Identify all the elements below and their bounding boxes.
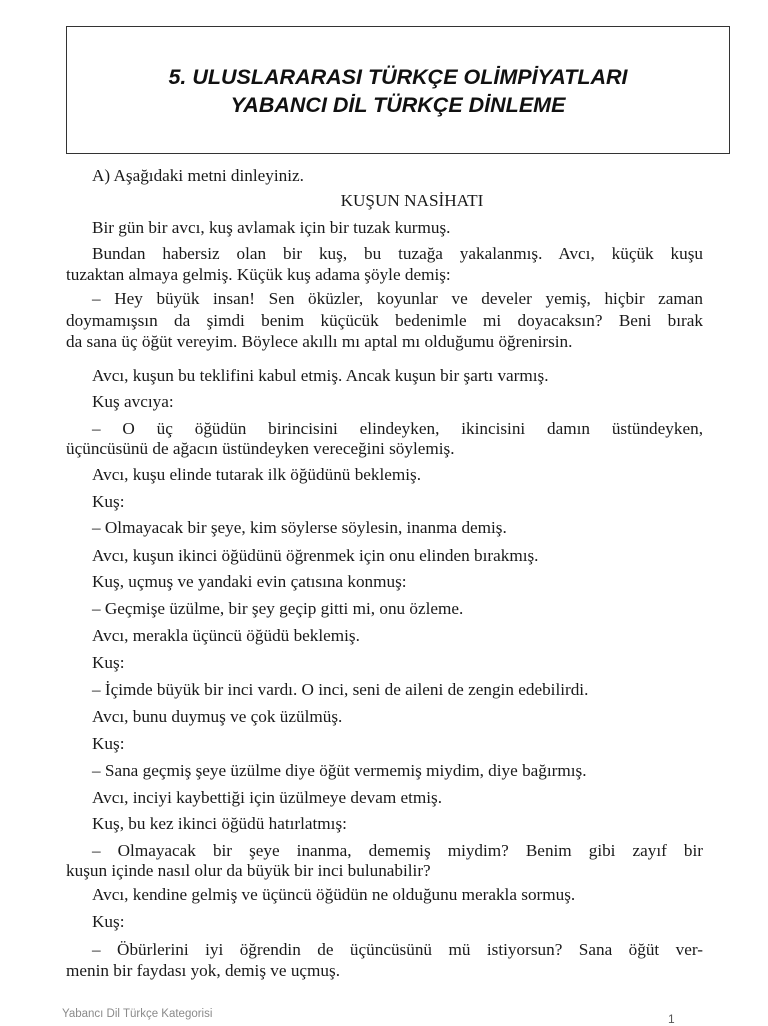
text-line: menin bir faydası yok, demiş ve uçmuş. (66, 961, 340, 980)
text-line: Avcı, inciyi kaybettiği için üzülmeye devam etmiş. (92, 788, 443, 807)
title-line-2: YABANCI DİL TÜRKÇE DİNLEME (230, 93, 566, 117)
text-line: kuşun içinde nasıl olur da büyük bir inci bulunabilir? (66, 861, 431, 880)
text-line: – O üç öğüdün birincisini elindeyken, ikincisini damın üstündeyken, (92, 419, 703, 438)
text-line: Kuş: (92, 734, 125, 753)
text-line: – Olmayacak bir şeye inanma, dememiş miydim? Benim gibi zayıf bir (92, 841, 703, 860)
title-box (66, 26, 730, 154)
text-line: Avcı, kuşun ikinci öğüdünü öğrenmek için onu elinden bırakmış. (92, 546, 539, 565)
text-line: – İçimde büyük bir inci vardı. O inci, seni de aileni de zengin edebilirdi. (92, 680, 589, 699)
text-line: Kuş: (92, 653, 125, 672)
text-line: Avcı, kuşun bu teklifini kabul etmiş. Ancak kuşun bir şartı varmış. (92, 366, 549, 385)
text-line: Avcı, merakla üçüncü öğüdü beklemiş. (92, 626, 360, 645)
text-line: üçüncüsünü de ağacın üstündeyken vereceğini söylemiş. (66, 439, 455, 458)
footer-category: Yabancı Dil Türkçe Kategorisi (62, 1008, 213, 1020)
page-number: 1 (668, 1012, 675, 1026)
text-line: da sana üç öğüt vereyim. Böylece akıllı mı aptal mı olduğumu öğrenirsin. (66, 332, 573, 351)
text-line: Avcı, kendine gelmiş ve üçüncü öğüdün ne olduğunu merakla sormuş. (92, 885, 576, 904)
text-line: Kuş avcıya: (92, 392, 174, 411)
text-line: Kuş: (92, 492, 125, 511)
text-line: tuzaktan almaya gelmiş. Küçük kuş adama şöyle demiş: (66, 265, 451, 284)
text-line: – Sana geçmiş şeye üzülme diye öğüt vermemiş miydim, diye bağırmış. (92, 761, 587, 780)
text-line: Avcı, kuşu elinde tutarak ilk öğüdünü beklemiş. (92, 465, 422, 484)
story-title: KUŞUN NASİHATI (340, 191, 484, 210)
text-line: – Öbürlerini iyi öğrendin de üçüncüsünü mü istiyorsun? Sana öğüt ver- (92, 940, 703, 959)
title-line-1: 5. ULUSLARARASI TÜRKÇE OLİMPİYATLARI (168, 65, 628, 89)
text-line: Kuş, bu kez ikinci öğüdü hatırlatmış: (92, 814, 347, 833)
instruction-text: A) Aşağıdaki metni dinleyiniz. (92, 166, 304, 185)
text-line: – Olmayacak bir şeye, kim söylerse söylesin, inanma demiş. (92, 518, 507, 537)
text-line: Kuş: (92, 912, 125, 931)
text-line: doymamışsın da şimdi benim küçücük bedenimle mi doyacaksın? Beni bırak (66, 311, 703, 330)
text-line: – Geçmişe üzülme, bir şey geçip gitti mi, onu özleme. (92, 599, 464, 618)
page-title (67, 63, 729, 119)
text-line: Kuş, uçmuş ve yandaki evin çatısına konmuş: (92, 572, 407, 591)
text-line: Bir gün bir avcı, kuş avlamak için bir tuzak kurmuş. (92, 218, 451, 237)
text-line: Bundan habersiz olan bir kuş, bu tuzağa yakalanmış. Avcı, küçük kuşu (92, 244, 703, 263)
text-line: Avcı, bunu duymuş ve çok üzülmüş. (92, 707, 343, 726)
text-line: – Hey büyük insan! Sen öküzler, koyunlar ve develer yemiş, hiçbir zaman (92, 289, 703, 308)
